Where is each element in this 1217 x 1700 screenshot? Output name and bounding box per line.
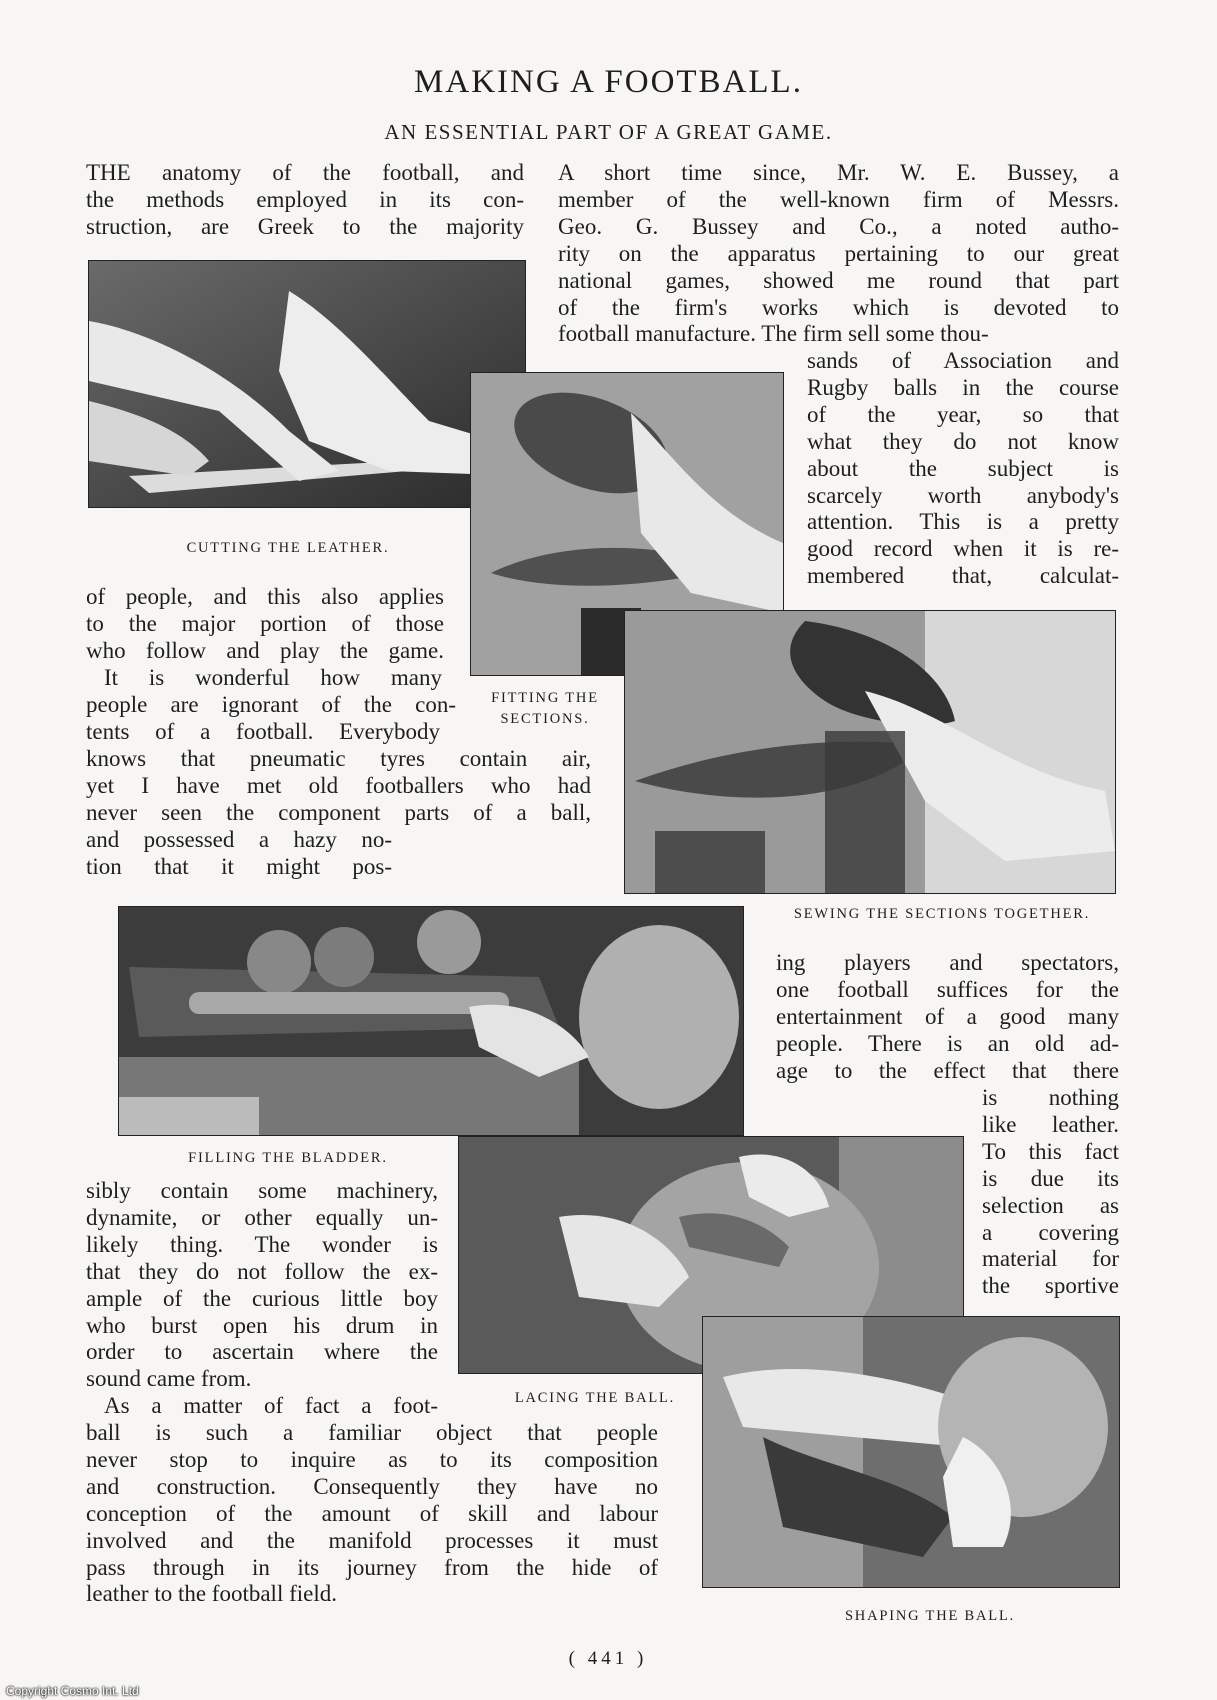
- col2-narrow-text: [807, 348, 1119, 590]
- text-line: order to ascertain where the: [86, 1339, 438, 1365]
- text-line: THE anatomy of the football, and: [86, 160, 524, 185]
- text-line: yet I have met old footballers who had: [86, 772, 591, 798]
- col1-bottom-text-a: [86, 1178, 438, 1420]
- text-line: conception of the amount of skill and labour: [86, 1500, 658, 1526]
- text-line: the methods employed in its con-: [86, 186, 524, 212]
- caption-fitting-line: SECTIONS.: [500, 711, 590, 727]
- text-line: a covering: [982, 1219, 1119, 1245]
- text-line: who burst open his drum in: [86, 1312, 438, 1338]
- article-subtitle: AN ESSENTIAL PART OF A GREAT GAME.: [384, 120, 833, 144]
- text-line: leather to the football field.: [86, 1581, 337, 1607]
- text-line: of people, and this also applies: [86, 584, 444, 609]
- text-line: one football suffices for the: [776, 976, 1119, 1002]
- col1-mid-text-c: [86, 692, 456, 719]
- text-line: It is wonderful how many: [104, 665, 442, 690]
- copyright-notice: Copyright Cosmo Int. Ltd: [6, 1684, 139, 1698]
- text-line: Geo. G. Bussey and Co., a noted autho-: [558, 213, 1119, 239]
- text-line: As a matter of fact a foot-: [104, 1393, 438, 1419]
- col2-mid-text: [776, 950, 1119, 1085]
- text-line: and possessed a hazy no-: [86, 827, 392, 852]
- text-line: struction, are Greek to the majority: [86, 213, 524, 239]
- text-line: to the major portion of those: [86, 610, 444, 636]
- caption-lacing: LACING THE BALL.: [514, 1390, 676, 1406]
- text-line: involved and the manifold processes it must: [86, 1527, 658, 1553]
- text-line: that they do not follow the ex-: [86, 1258, 438, 1284]
- text-line: knows that pneumatic tyres contain air,: [86, 746, 591, 771]
- text-line: is due its: [982, 1165, 1119, 1191]
- text-line: of the firm's works which is devoted to: [558, 294, 1119, 320]
- caption-sewing: SEWING THE SECTIONS TOGETHER.: [793, 906, 1091, 922]
- col2-narrow2-text: [982, 1085, 1119, 1300]
- caption-filling: FILLING THE BLADDER.: [188, 1150, 388, 1166]
- text-line: ball is such a familiar object that people: [86, 1420, 658, 1445]
- caption-cutting: CUTTING THE LEATHER.: [186, 540, 390, 556]
- photo-cutting-leather: [88, 260, 526, 508]
- photo-filling-bladder: [118, 906, 744, 1136]
- text-line: about the subject is: [807, 455, 1119, 481]
- article-title: MAKING A FOOTBALL.: [414, 64, 803, 100]
- text-line: Rugby balls in the course: [807, 374, 1119, 400]
- text-line: football manufacture. The firm sell some thou-: [558, 321, 989, 347]
- text-line: is nothing: [982, 1085, 1119, 1110]
- text-line: never stop to inquire as to its composition: [86, 1446, 658, 1472]
- text-line: pass through in its journey from the hide of: [86, 1554, 658, 1580]
- text-line: dynamite, or other equally un-: [86, 1204, 438, 1230]
- col1-bottom-text-b: [86, 1420, 658, 1608]
- caption-fitting-line: FITTING THE: [491, 690, 599, 706]
- text-line: the sportive: [982, 1273, 1119, 1299]
- text-line: attention. This is a pretty: [807, 509, 1119, 535]
- text-line: ample of the curious little boy: [86, 1285, 438, 1311]
- photo-sewing-sections: [624, 610, 1116, 894]
- col2-top-text: [558, 160, 1119, 348]
- col1-top-text: [86, 160, 524, 241]
- text-line: national games, showed me round that part: [558, 267, 1119, 293]
- text-line: good record when it is re-: [807, 536, 1119, 562]
- text-line: sands of Association and: [807, 348, 1119, 373]
- col1-mid-text-e: [86, 746, 591, 827]
- text-line: like leather.: [982, 1111, 1119, 1137]
- text-line: sibly contain some machinery,: [86, 1178, 438, 1203]
- page-number: ( 441 ): [568, 1648, 648, 1669]
- text-line: rity on the apparatus pertaining to our great: [558, 240, 1119, 266]
- text-line: of the year, so that: [807, 401, 1119, 427]
- text-line: material for: [982, 1246, 1119, 1272]
- text-line: tents of a football. Everybody: [86, 719, 440, 744]
- col1-mid-text-b: [86, 665, 442, 692]
- text-line: To this fact: [982, 1138, 1119, 1164]
- text-line: sound came from.: [86, 1366, 252, 1392]
- photo-shaping-ball: [702, 1316, 1120, 1588]
- text-line: likely thing. The wonder is: [86, 1231, 438, 1257]
- text-line: tion that it might pos-: [86, 853, 392, 879]
- text-line: never seen the component parts of a ball,: [86, 799, 591, 825]
- text-line: scarcely worth anybody's: [807, 482, 1119, 508]
- caption-fitting: [470, 688, 620, 730]
- text-line: who follow and play the game.: [86, 637, 444, 663]
- text-line: membered that, calculat-: [807, 563, 1119, 589]
- text-line: people. There is an old ad-: [776, 1030, 1119, 1056]
- text-line: and construction. Consequently they have no: [86, 1473, 658, 1499]
- caption-shaping: SHAPING THE BALL.: [844, 1608, 1016, 1624]
- text-line: ing players and spectators,: [776, 950, 1119, 975]
- text-line: people are ignorant of the con-: [86, 692, 456, 717]
- col1-mid-text-a: [86, 584, 444, 665]
- text-line: what they do not know: [807, 428, 1119, 454]
- col1-mid-text-d: [86, 719, 440, 746]
- text-line: entertainment of a good many: [776, 1003, 1119, 1029]
- text-line: age to the effect that there: [776, 1057, 1119, 1083]
- col1-mid-text-f: [86, 827, 392, 881]
- text-line: member of the well-known firm of Messrs.: [558, 186, 1119, 212]
- text-line: A short time since, Mr. W. E. Bussey, a: [558, 160, 1119, 185]
- text-line: selection as: [982, 1192, 1119, 1218]
